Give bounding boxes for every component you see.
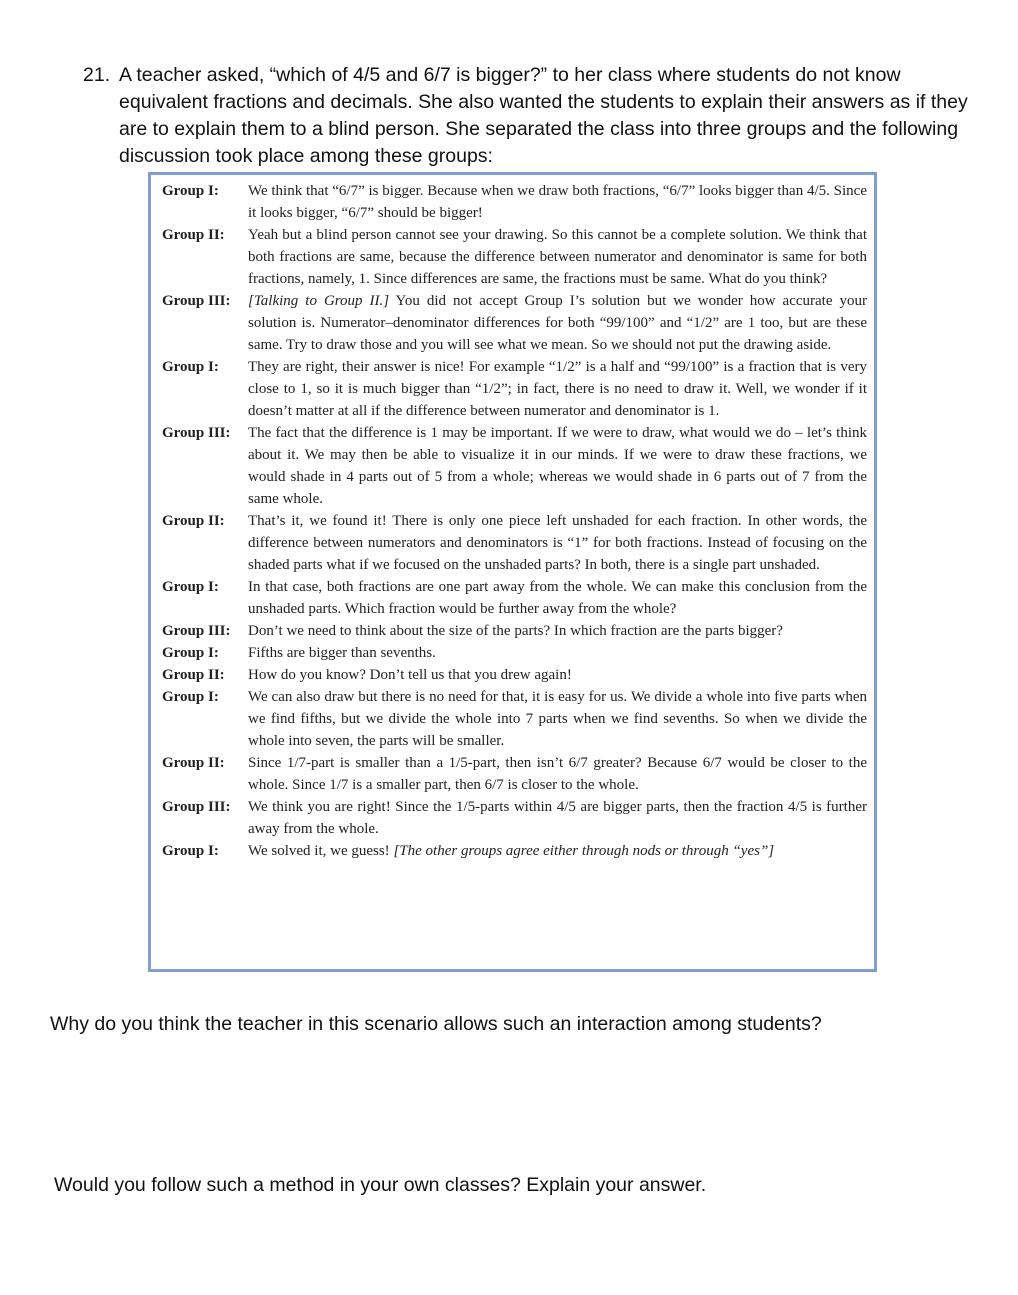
dialog-turn	[162, 510, 867, 576]
question-text: A teacher asked, “which of 4/5 and 6/7 is bigger?” to her class where students do not know equivalent fractions and decimals. She also wanted the students to explain their answers as if they are to explain them to a blind person. She separated the class into three groups and the following discussion took place among these groups:	[119, 64, 968, 167]
dialog-turn	[162, 180, 867, 224]
utterance: Don’t we need to think about the size of the parts? In which fraction are the parts bigger?	[248, 623, 783, 639]
utterance	[248, 840, 867, 862]
speaker-label: Group I:	[162, 579, 219, 595]
stage-direction: [The other groups agree either through nods or through “yes”]	[393, 843, 775, 859]
utterance: We can also draw but there is no need for that, it is easy for us. We divide a whole into five parts when we find fifths, but we divide the whole into 7 parts when we find sevenths. So when we divide the whole into seven, the parts will be smaller.	[248, 689, 867, 749]
utterance: That’s it, we found it! There is only one piece left unshaded for each fraction. In other words, the difference between numerators and denominators is “1” for both fractions. Instead of focusing on the shaded parts what if we focused on the unshaded parts? In both, there is a single part unshaded.	[248, 513, 867, 573]
speaker-label: Group III:	[162, 623, 231, 639]
dialog-box	[148, 172, 877, 972]
utterance: Fifths are bigger than sevenths.	[248, 645, 436, 661]
speaker-label: Group III:	[162, 293, 231, 309]
dialog-turn	[162, 752, 867, 796]
dialog-turn	[162, 664, 867, 686]
dialog-turn	[162, 576, 867, 620]
dialog-turn	[162, 356, 867, 422]
utterance: The fact that the difference is 1 may be important. If we were to draw, what would we do – let’s think about it. We may then be able to visualize it in our minds. If we were to draw these fractions, we would shade in 4 parts out of 5 from a whole; whereas we would shade in 6 parts out of 7 from the same whole.	[248, 425, 867, 507]
speaker-label: Group II:	[162, 513, 225, 529]
speaker-label: Group II:	[162, 227, 225, 243]
utterance: We think that “6/7” is bigger. Because when we draw both fractions, “6/7” looks bigger than 4/5. Since it looks bigger, “6/7” should be bigger!	[248, 183, 867, 221]
speaker-label: Group I:	[162, 689, 219, 705]
dialog-turn	[162, 642, 867, 664]
dialog-turn	[162, 290, 867, 356]
utterance: In that case, both fractions are one part away from the whole. We can make this conclusion from the unshaded parts. Which fraction would be further away from the whole?	[248, 579, 867, 617]
dialog-turn	[162, 796, 867, 840]
speaker-label: Group I:	[162, 843, 219, 859]
dialog-turn	[162, 620, 867, 642]
utterance	[248, 290, 867, 356]
utterance: They are right, their answer is nice! For example “1/2” is a half and “99/100” is a fraction that is very close to 1, so it is much bigger than “1/2”; in fact, there is no need to draw it. Well, we wonder if it doesn’t matter at all if the difference between numerator and denominator is 1.	[248, 359, 867, 419]
question-21	[83, 62, 973, 170]
dialog-turn	[162, 224, 867, 290]
speaker-label: Group II:	[162, 667, 225, 683]
dialog-turn	[162, 422, 867, 510]
utterance-text: You did not accept Group I’s solution but we wonder how accurate your solution is. Numerator–denominator differences for both “99/100” and “1/2” are 1 too, but are these same. Try to draw those and you will see what we mean. So we should not put the drawing aside.	[248, 293, 867, 353]
utterance-text: We solved it, we guess!	[248, 843, 394, 859]
reflection-prompt-2: Would you follow such a method in your own classes? Explain your answer.	[54, 1174, 707, 1196]
dialog-turn	[162, 686, 867, 752]
speaker-label: Group III:	[162, 799, 231, 815]
utterance: Yeah but a blind person cannot see your drawing. So this cannot be a complete solution. We think that both fractions are same, because the difference between numerator and denominator is same for both fractions, namely, 1. Since differences are same, the fractions must be same. What do you think?	[248, 227, 867, 287]
utterance: We think you are right! Since the 1/5-parts within 4/5 are bigger parts, then the fraction 4/5 is further away from the whole.	[248, 799, 867, 837]
dialog-turn	[162, 840, 867, 862]
reflection-prompt-1: Why do you think the teacher in this scenario allows such an interaction among students?	[50, 1013, 822, 1035]
speaker-label: Group III:	[162, 425, 231, 441]
utterance: How do you know? Don’t tell us that you drew again!	[248, 667, 572, 683]
question-number: 21.	[83, 64, 111, 86]
speaker-label: Group I:	[162, 645, 219, 661]
speaker-label: Group II:	[162, 755, 225, 771]
utterance: Since 1/7-part is smaller than a 1/5-part, then isn’t 6/7 greater? Because 6/7 would be closer to the whole. Since 1/7 is a smaller part, then 6/7 is closer to the whole.	[248, 755, 867, 793]
stage-direction: [Talking to Group II.]	[248, 293, 390, 309]
speaker-label: Group I:	[162, 359, 219, 375]
speaker-label: Group I:	[162, 183, 219, 199]
